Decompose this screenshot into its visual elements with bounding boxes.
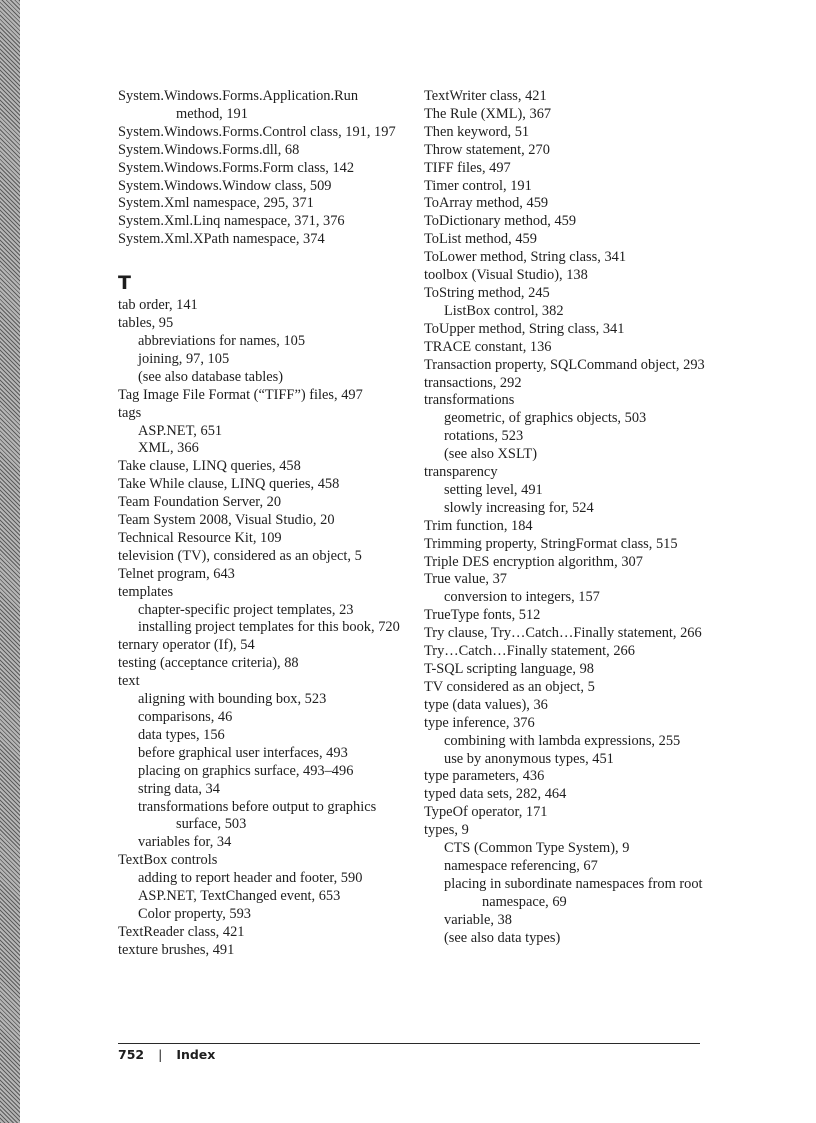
index-subentry: ListBox control, 382 [444, 302, 564, 319]
index-entry: System.Windows.Forms.Form class, 142 [118, 159, 355, 176]
index-entry: System.Windows.Window class, 509 [118, 177, 332, 194]
index-entry: ToString method, 245 [424, 284, 550, 301]
index-entry: TypeOf operator, 171 [424, 804, 548, 821]
index-entry: tab order, 141 [118, 297, 198, 314]
index-entry: types, 9 [424, 822, 469, 839]
index-subentry: setting level, 491 [444, 481, 543, 498]
index-entry: TRACE constant, 136 [424, 338, 552, 355]
index-entry: True value, 37 [424, 571, 508, 588]
index-entry: transparency [424, 464, 498, 481]
index-subentry: use by anonymous types, 451 [444, 750, 614, 767]
index-entry: System.Windows.Forms.dll, 68 [118, 141, 300, 158]
index-subentry: installing project templates for this book, 720 [138, 619, 400, 636]
index-entry: TextWriter class, 421 [424, 88, 547, 104]
index-subentry: conversion to integers, 157 [444, 589, 600, 606]
index-entry: System.Xml.XPath namespace, 374 [118, 231, 325, 248]
index-subentry: CTS (Common Type System), 9 [444, 840, 630, 857]
index-entry: ToDictionary method, 459 [424, 213, 577, 230]
index-entry: type (data values), 36 [424, 696, 548, 713]
binding-edge [0, 0, 20, 1123]
index-entry: ToUpper method, String class, 341 [424, 320, 625, 337]
index-entry: Transaction property, SQLCommand object, 293 [424, 356, 705, 373]
footer-rule [118, 1043, 700, 1044]
index-subentry: string data, 34 [138, 780, 220, 797]
index-subentry: chapter-specific project templates, 23 [138, 601, 354, 618]
index-entry: texture brushes, 491 [118, 941, 235, 958]
index-column-left [118, 88, 403, 960]
index-entry: Timer control, 191 [424, 177, 532, 194]
index-subentry: joining, 97, 105 [138, 350, 230, 367]
index-subentry: rotations, 523 [444, 428, 524, 445]
index-subentry: XML, 366 [138, 440, 199, 457]
index-entry: System.Windows.Forms.Control class, 191, 197 [118, 123, 396, 140]
index-entry: toolbox (Visual Studio), 138 [424, 267, 588, 284]
index-entry: Telnet program, 643 [118, 565, 235, 582]
index-entry: TextReader class, 421 [118, 923, 245, 940]
index-subentry: variables for, 34 [138, 834, 232, 851]
index-entry: templates [118, 583, 174, 600]
index-entry: The Rule (XML), 367 [424, 105, 552, 122]
index-entry: Triple DES encryption algorithm, 307 [424, 553, 643, 570]
index-entry: Team Foundation Server, 20 [118, 494, 282, 511]
index-entry: TIFF files, 497 [424, 159, 511, 176]
index-entry: text [118, 673, 140, 690]
index-subentry: namespace referencing, 67 [444, 857, 598, 874]
index-subentry: before graphical user interfaces, 493 [138, 744, 348, 761]
index-entry: System.Windows.Forms.Application.Run method, 191 [118, 88, 359, 122]
index-subentry: aligning with bounding box, 523 [138, 691, 327, 708]
index-entry: ToLower method, String class, 341 [424, 249, 627, 266]
index-entry: System.Xml.Linq namespace, 371, 376 [118, 213, 345, 230]
index-subentry: ASP.NET, 651 [138, 422, 223, 439]
index-entry: System.Xml namespace, 295, 371 [118, 195, 314, 212]
index-entry: Take While clause, LINQ queries, 458 [118, 476, 340, 493]
index-entry: type inference, 376 [424, 714, 535, 731]
index-subentry: (see also XSLT) [444, 446, 537, 463]
index-entry: type parameters, 436 [424, 768, 545, 785]
index-entry: Try…Catch…Finally statement, 266 [424, 643, 635, 660]
index-entry: TrueType fonts, 512 [424, 607, 541, 624]
index-entry: transactions, 292 [424, 374, 522, 391]
index-subentry: geometric, of graphics objects, 503 [444, 410, 647, 427]
index-entry: Trim function, 184 [424, 517, 533, 534]
footer-separator: | [158, 1047, 163, 1062]
index-subentry: Color property, 593 [138, 905, 251, 922]
index-entry: T-SQL scripting language, 98 [424, 661, 594, 677]
index-entry: testing (acceptance criteria), 88 [118, 655, 299, 672]
page-footer [118, 1047, 215, 1062]
index-entry: tables, 95 [118, 315, 174, 332]
index-subentry: adding to report header and footer, 590 [138, 870, 363, 887]
index-subentry: placing in subordinate namespaces from root namespace, 69 [444, 875, 703, 910]
index-entry: Tag Image File Format (“TIFF”) files, 497 [118, 386, 363, 403]
index-subentry: slowly increasing for, 524 [444, 499, 594, 516]
index-column-right [424, 88, 714, 948]
index-subentry: transformations before output to graphics surface, 503 [138, 798, 377, 833]
index-subentry: comparisons, 46 [138, 709, 233, 725]
letter-heading: T [118, 272, 131, 295]
index-entry: Try clause, Try…Catch…Finally statement, 266 [424, 625, 702, 642]
index-subentry: data types, 156 [138, 726, 225, 743]
index-subentry: abbreviations for names, 105 [138, 332, 306, 349]
index-entry: television (TV), considered as an object, 5 [118, 547, 362, 564]
index-entry: Trimming property, StringFormat class, 515 [424, 535, 678, 552]
index-entry: Technical Resource Kit, 109 [118, 529, 282, 546]
section-title: Index [176, 1047, 216, 1062]
index-subentry: variable, 38 [444, 911, 512, 928]
index-entry: ternary operator (If), 54 [118, 637, 255, 654]
index-entry: Team System 2008, Visual Studio, 20 [118, 512, 335, 529]
index-entry: TextBox controls [118, 852, 218, 869]
index-entry: tags [118, 404, 142, 421]
index-entry: Throw statement, 270 [424, 141, 550, 158]
index-entry: ToArray method, 459 [424, 195, 549, 212]
index-entry: transformations [424, 392, 515, 409]
index-entry: typed data sets, 282, 464 [424, 786, 567, 803]
index-subentry: (see also database tables) [138, 368, 284, 385]
index-subentry: ASP.NET, TextChanged event, 653 [138, 888, 341, 905]
index-entry: ToList method, 459 [424, 231, 537, 248]
index-entry: Take clause, LINQ queries, 458 [118, 458, 301, 475]
index-subentry: combining with lambda expressions, 255 [444, 732, 681, 749]
index-subentry: (see also data types) [444, 929, 561, 946]
index-entry: TV considered as an object, 5 [424, 678, 595, 695]
index-subentry: placing on graphics surface, 493–496 [138, 762, 354, 779]
page-number: 752 [118, 1047, 145, 1062]
index-entry: Then keyword, 51 [424, 123, 530, 140]
